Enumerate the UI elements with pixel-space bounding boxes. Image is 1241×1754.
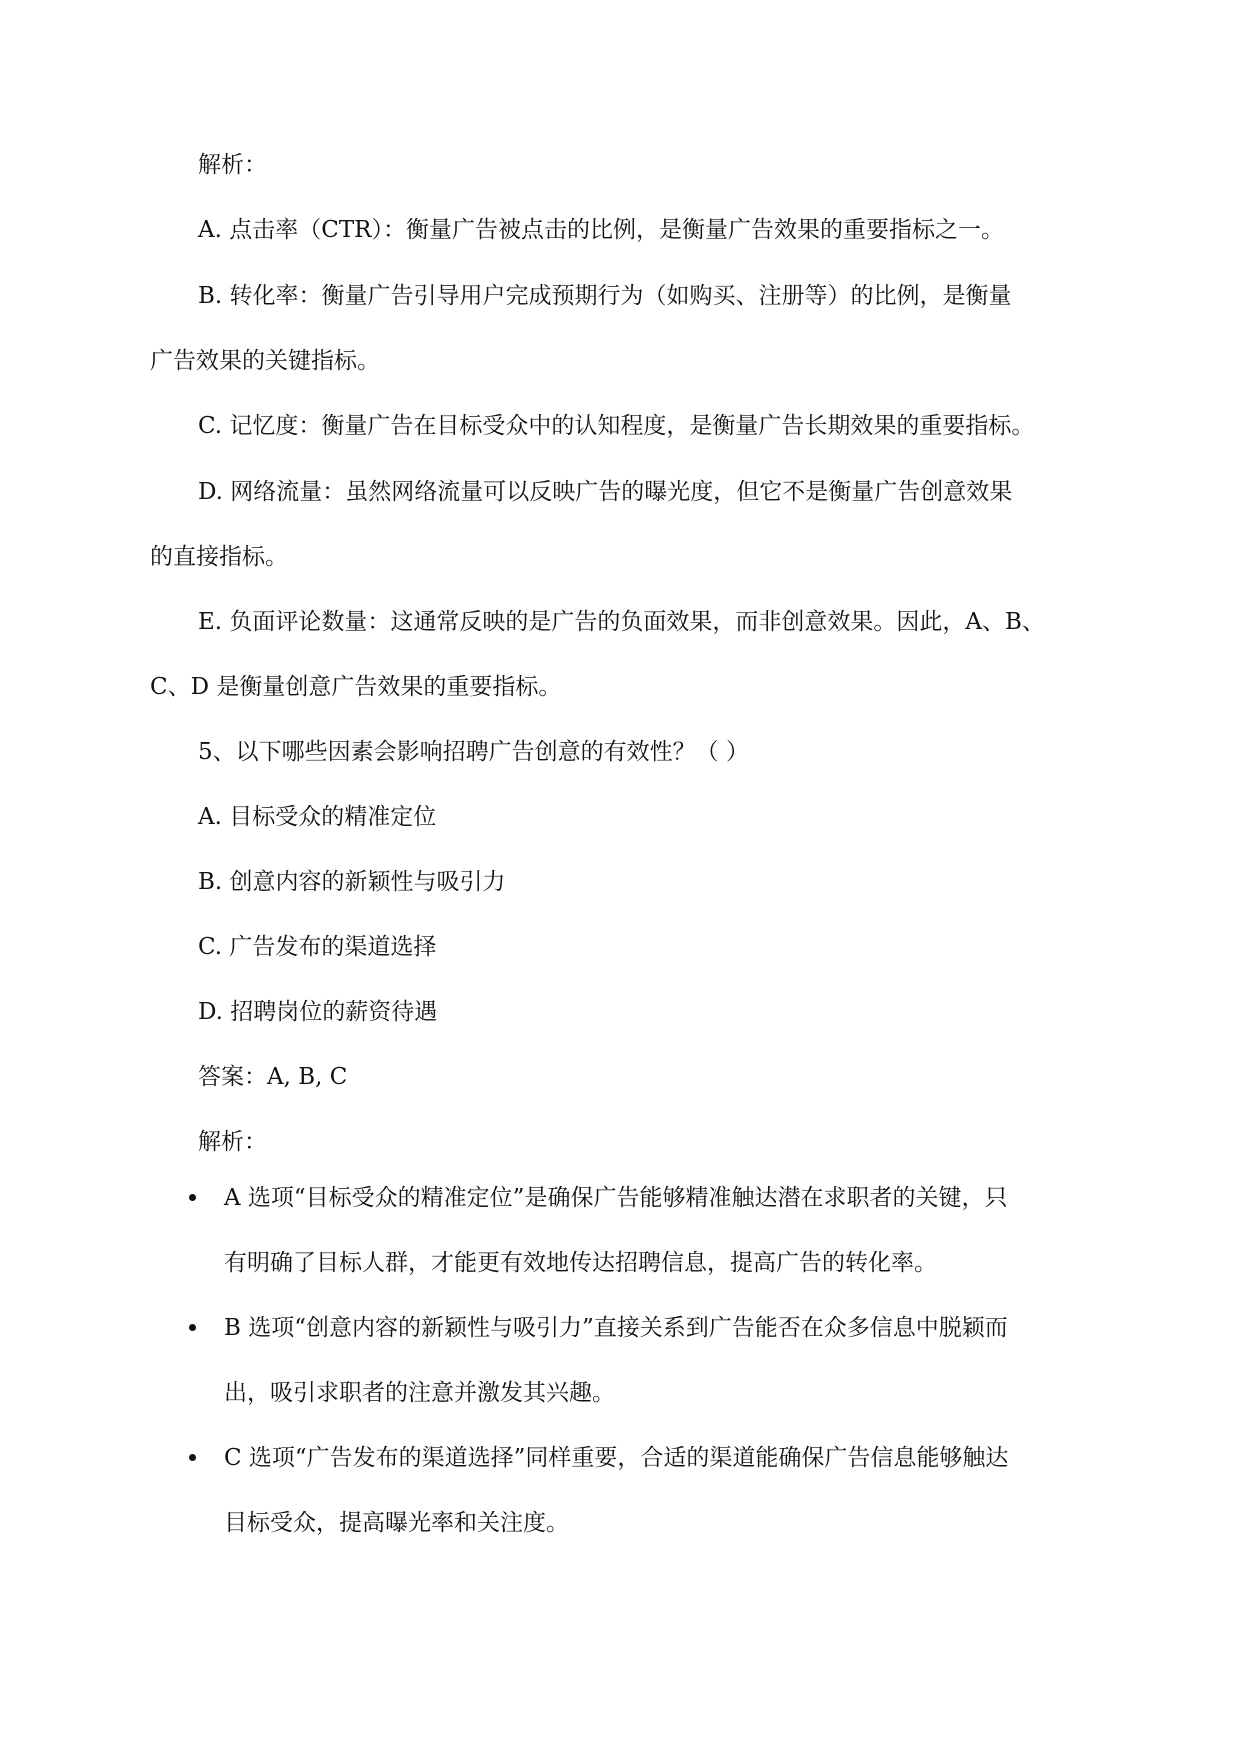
explanation-option-e-line2: C、D 是衡量创意广告效果的重要指标。: [150, 674, 562, 700]
analysis-bullet-c-line2: 目标受众，提高曝光率和关注度。: [224, 1510, 569, 1536]
explanation-option-b-line1: B. 转化率：衡量广告引导用户完成预期行为（如购买、注册等）的比例，是衡量: [198, 283, 1012, 309]
bullet-icon: [189, 1454, 196, 1461]
explanation-option-b-line2: 广告效果的关键指标。: [150, 348, 380, 374]
analysis-heading: 解析：: [198, 152, 267, 178]
question-5-answer: 答案：A, B, C: [198, 1064, 348, 1090]
question-5-stem: 5、以下哪些因素会影响招聘广告创意的有效性？（ ）: [198, 739, 749, 765]
explanation-option-d-line2: 的直接指标。: [150, 544, 288, 570]
explanation-option-a: A. 点击率（CTR）：衡量广告被点击的比例，是衡量广告效果的重要指标之一。: [198, 217, 1004, 243]
question-5-option-a: A. 目标受众的精准定位: [198, 804, 437, 830]
question-5-analysis-heading: 解析：: [198, 1129, 267, 1155]
analysis-bullet-a-line1: A 选项“目标受众的精准定位”是确保广告能够精准触达潜在求职者的关键，只: [224, 1185, 1008, 1211]
explanation-option-d-line1: D. 网络流量：虽然网络流量可以反映广告的曝光度，但它不是衡量广告创意效果: [198, 479, 1013, 505]
bullet-icon: [189, 1324, 196, 1331]
question-5-option-d: D. 招聘岗位的薪资待遇: [198, 999, 438, 1025]
analysis-bullet-b-line1: B 选项“创意内容的新颖性与吸引力”直接关系到广告能否在众多信息中脱颖而: [224, 1315, 1008, 1341]
bullet-icon: [189, 1194, 196, 1201]
question-5-option-b: B. 创意内容的新颖性与吸引力: [198, 869, 506, 895]
analysis-bullet-b-line2: 出，吸引求职者的注意并激发其兴趣。: [224, 1380, 615, 1406]
analysis-bullet-c-line1: C 选项“广告发布的渠道选择”同样重要，合适的渠道能确保广告信息能够触达: [224, 1445, 1009, 1471]
explanation-option-e-line1: E. 负面评论数量：这通常反映的是广告的负面效果，而非创意效果。因此，A、B、: [198, 609, 1045, 635]
analysis-bullet-a-line2: 有明确了目标人群，才能更有效地传达招聘信息，提高广告的转化率。: [224, 1250, 937, 1276]
explanation-option-c: C. 记忆度：衡量广告在目标受众中的认知程度，是衡量广告长期效果的重要指标。: [198, 413, 1035, 439]
question-5-option-c: C. 广告发布的渠道选择: [198, 934, 437, 960]
